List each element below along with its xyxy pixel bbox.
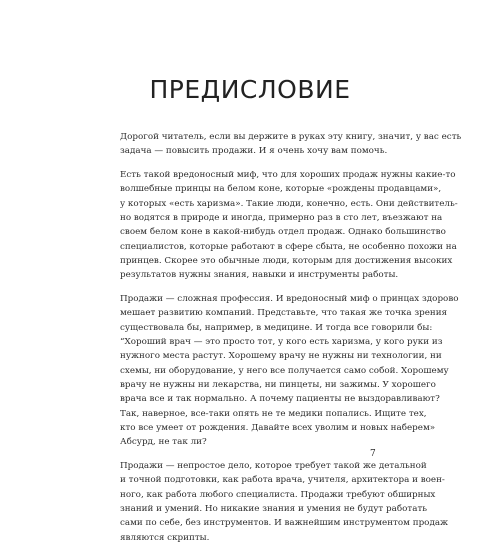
text-line: Продажи — непростое дело, которое требует такой же детальной — [120, 461, 427, 472]
text-line: являются скрипты. — [120, 532, 210, 543]
text-line: задача — повысить продажи. И я очень хочу вам помочь. — [120, 146, 388, 157]
text-line: и точной подготовки, как работа врача, учителя, архитектора и воен- — [120, 475, 445, 486]
text-line: результатов нужны знания, навыки и инструменты работы. — [120, 270, 399, 281]
text-line: врача все и так нормально. А почему пациенты не выздоравливают? — [120, 394, 440, 405]
body-text — [120, 130, 462, 545]
text-line: принцев. Скорее это обычные люди, которым для достижения высоких — [120, 255, 453, 266]
text-line: своем белом коне в какой-нибудь отдел продаж. Однако большинство — [120, 227, 446, 238]
page-number: 7 — [370, 449, 376, 459]
text-line: Продажи — сложная профессия. И вредоносный миф о принцах здорово — [120, 294, 459, 305]
text-line: существовала бы, например, в медицине. И тогда все говорили бы: — [120, 322, 433, 333]
chapter-title: ПРЕДИСЛОВИЕ — [149, 74, 351, 104]
text-line: Так, наверное, все-таки опять не те медики попались. Ищите тех, — [120, 408, 427, 419]
text-line: Есть такой вредоносный миф, что для хороших продаж нужны какие-то — [120, 170, 456, 181]
paragraph — [120, 292, 459, 449]
paragraph — [120, 459, 449, 545]
text-line: нужного места растут. Хорошему врачу не нужны ни технологии, ни — [120, 351, 442, 362]
text-line: но водятся в природе и иногда, примерно раз в сто лет, въезжают на — [120, 213, 443, 224]
text-line: мешает развитию компаний. Представьте, что такая же точка зрения — [120, 308, 448, 319]
text-line: врачу не нужны ни лекарства, ни пинцеты, ни зажимы. У хорошего — [120, 379, 436, 390]
paragraph — [120, 130, 462, 159]
text-line: кто все умеет от рождения. Давайте всех уволим и новых наберем» — [120, 422, 436, 433]
text-line: сами по себе, без инструментов. И важнейшим инструментом продаж — [120, 518, 449, 529]
text-line: у которых «есть харизма». Такие люди, конечно, есть. Они действитель- — [120, 198, 458, 209]
text-line: Дорогой читатель, если вы держите в руках эту книгу, значит, у вас есть — [120, 132, 462, 142]
text-line: специалистов, которые работают в сфере сбыта, не особенно похожи на — [120, 241, 457, 252]
text-line: Абсурд, не так ли? — [120, 437, 207, 448]
text-line: знаний и умений. Но никакие знания и умения не будут работать — [120, 503, 428, 514]
text-line: ного, как работа любого специалиста. Продажи требуют обширных — [120, 489, 436, 500]
text-line: “Хороший врач — это просто тот, у кого есть харизма, у кого руки из — [120, 337, 443, 348]
paragraph — [120, 168, 458, 282]
text-line: волшебные принцы на белом коне, которые «рождены продавцами», — [120, 184, 442, 195]
text-line: схемы, ни оборудование, у него все получается само собой. Хорошему — [120, 365, 449, 376]
